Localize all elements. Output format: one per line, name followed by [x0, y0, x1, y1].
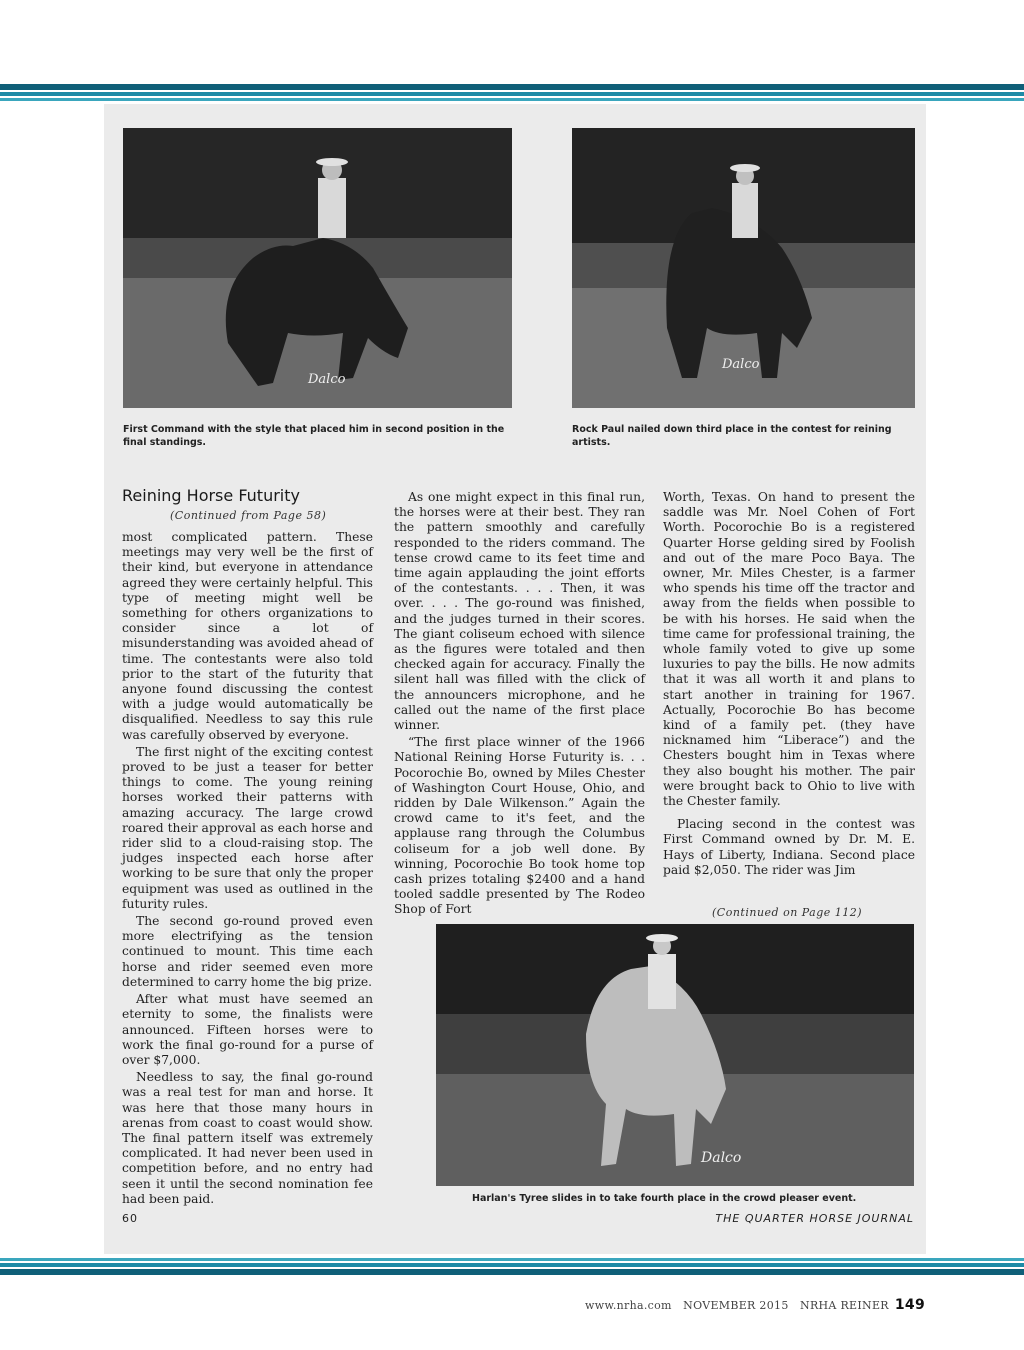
paragraph: most complicated pattern. These meetings may very well be the first of their kind, but everyone in attendance agreed they were certainly helpful. This type of meeting might well be something for others organizations to consider since a lot of misunderstanding was avoided ahead of time. The contestants were also told prior to the start of the futurity that anyone found discussing the contest with a judge would automatically be disqualified. Needless to say this rule was carefully observed by everyone.	[122, 530, 373, 742]
paragraph: After what must have seemed an eternity to some, the finalists were announced. Fifteen horses were to work the final go-round for a purse of over $7,000.	[122, 992, 373, 1067]
article-column-2	[394, 490, 645, 918]
footer-page-number: 149	[894, 1297, 925, 1313]
photo3-caption: Harlan's Tyree slides in to take fourth place in the crowd pleaser event.	[472, 1193, 857, 1204]
stripe	[0, 1263, 1024, 1267]
folio-journal-name: THE QUARTER HORSE JOURNAL	[715, 1212, 914, 1225]
article-column-3	[663, 490, 915, 878]
footer-url: www.nrha.com	[585, 1299, 672, 1312]
stripe	[0, 1258, 1024, 1261]
photo-signature: Dalco	[308, 372, 346, 387]
article-title: Reining Horse Futurity	[122, 486, 300, 505]
article-column-1	[122, 530, 373, 1207]
paragraph: The second go-round proved even more electrifying as the tension continued to mount. This time each horse and rider seemed even more determined to carry home the big prize.	[122, 914, 373, 989]
footer-publication: NRHA REINER	[800, 1299, 889, 1312]
continued-from: (Continued from Page 58)	[170, 509, 327, 522]
horse-rider-photo-1	[123, 128, 512, 408]
paragraph: As one might expect in this final run, the horses were at their best. They ran the pattern smoothly and carefully responded to the riders command. The tense crowd came to its feet time and time again applauding the joint efforts of the contestants. . . . Then, it was over. . . . The go-round was finished, and the judges turned in their scores. The giant coliseum echoed with silence as the figures were totaled and then checked again for accuracy. Finally the silent hall was filled with the click of the announcers microphone, and he called out the name of the first place winner.	[394, 490, 645, 733]
stripe	[0, 84, 1024, 90]
stripe	[0, 92, 1024, 96]
photo-signature: Dalco	[722, 357, 760, 372]
photo1-caption: First Command with the style that placed him in second position in the final standings.	[123, 424, 505, 448]
paragraph: The first night of the exciting contest proved to be just a teaser for better things to come. The young reining horses worked their patterns with amazing accuracy. The large crowd roared their approval as each horse and rider slid to a cloud-raising stop. The judges inspected each horse after working to be sure that only the proper equipment was used as outlined in the futurity rules.	[122, 744, 373, 911]
photo-signature: Dalco	[701, 1150, 742, 1166]
top-stripe-band	[0, 84, 1024, 103]
page-footer	[585, 1297, 925, 1313]
continued-on: (Continued on Page 112)	[712, 906, 863, 919]
horse-rider-photo-3	[436, 924, 914, 1186]
photo-first-command	[123, 128, 512, 408]
paragraph: Needless to say, the final go-round was a real test for man and horse. It was here that those many hours in arenas from coast to coast would show. The final pattern itself was extremely complicated. It had never been used in competition before, and no entry had seen it until the second nomination fee had been paid.	[122, 1070, 373, 1206]
paragraph: “The first place winner of the 1966 National Reining Horse Futurity is. . . Pocorochie Bo, owned by Miles Chester of Washington Court House, Ohio, and ridden by Dale Wilkenson.” Again the crowd came to it's feet, and the applause rang through the Columbus coliseum for a job well done. By winning, Pocorochie Bo took home top cash prizes totaling $2400 and a hand tooled saddle presented by The Rodeo Shop of Fort	[394, 735, 645, 917]
stripe	[0, 98, 1024, 101]
stripe	[0, 1269, 1024, 1275]
bottom-stripe-band	[0, 1258, 1024, 1277]
photo-rock-paul	[572, 128, 915, 408]
paragraph: Placing second in the contest was First Command owned by Dr. M. E. Hays of Liberty, Indiana. Second place paid $2,050. The rider was Jim	[663, 817, 915, 877]
photo-harlans-tyree	[436, 924, 914, 1186]
photo2-caption: Rock Paul nailed down third place in the contest for reining artists.	[572, 424, 892, 448]
paragraph: Worth, Texas. On hand to present the saddle was Mr. Noel Cohen of Fort Worth. Pocorochie Bo is a registered Quarter Horse gelding sired by Foolish and out of the mare Poco Baya. The owner, Mr. Miles Chester, is a farmer who spends his time off the tractor and away from the fields when possible to be with his horses. He said when the time came for professional training, the whole family voted to give up some luxuries to pay the bills. He now admits that it was all worth it and plans to start another in training for 1967. Actually, Pocorochie Bo has become kind of a family pet. (they have nicknamed him “Liberace”) and the Chesters bought him in Texas where they also bought his mother. The pair were brought back to Ohio to live with the Chester family.	[663, 490, 915, 809]
footer-issue: NOVEMBER 2015	[683, 1299, 789, 1312]
horse-rider-photo-2	[572, 128, 915, 408]
folio-page-number: 60	[122, 1212, 138, 1225]
